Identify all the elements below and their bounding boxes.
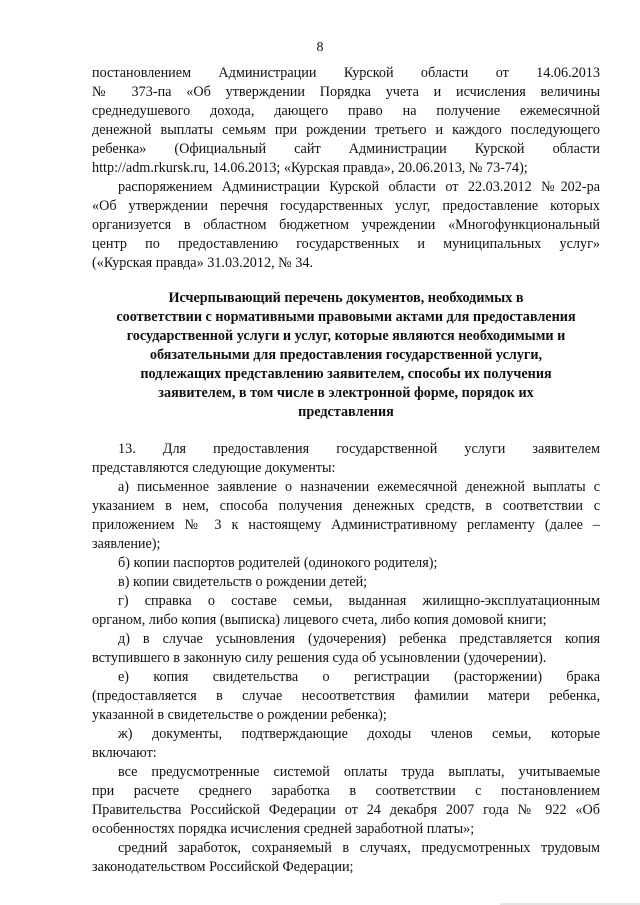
body-line: д) в случае усыновления (удочерения) ребенка представляется копия: [118, 631, 600, 647]
page-number: 8: [316, 40, 324, 55]
body-line: указанием в нем, способа получения денежных средств, в соответствии с: [92, 498, 600, 514]
section-heading-line: представления: [298, 404, 394, 420]
intro-line: распоряжением Администрации Курской области от 22.03.2012 №202-ра: [118, 179, 600, 195]
body-line: особенностях порядка исчисления средней заработной платы»;: [92, 821, 475, 837]
intro-line: среднедушевого дохода, дающего право на получение ежемесячной: [92, 103, 600, 119]
section-heading-line: подлежащих представлению заявителем, способы их получения: [140, 366, 552, 382]
body-line: законодательством Российской Федерации;: [92, 859, 354, 875]
body-line: вступившего в законную силу решения суда об усыновлении (удочерении).: [92, 650, 547, 666]
body-line: б) копии паспортов родителей (одинокого родителя);: [118, 555, 438, 571]
body-line: заявление);: [92, 536, 161, 552]
body-line: включают:: [92, 745, 157, 761]
body-line: а) письменное заявление о назначении ежемесячной денежной выплаты с: [118, 479, 600, 495]
section-heading-line: соответствии с нормативными правовыми актами для предоставления: [116, 309, 576, 325]
body-line: все предусмотренные системой оплаты труда выплаты, учитываемые: [118, 764, 600, 780]
body-line: (предоставляется в случае несоответствия фамилии матери ребенка,: [92, 688, 600, 704]
body-line: органом, либо копия (выписка) лицевого счета, либо копия домовой книги;: [92, 612, 547, 628]
section-heading-line: Исчерпывающий перечень документов, необходимых в: [168, 290, 524, 306]
intro-line: «Об утверждении перечня государственных услуг, предоставление которых: [92, 198, 600, 214]
body-line: ж) документы, подтверждающие доходы членов семьи, которые: [118, 726, 600, 742]
intro-line: постановлением Администрации Курской области от 14.06.2013: [92, 65, 600, 81]
body-line: в) копии свидетельств о рождении детей;: [118, 574, 368, 590]
intro-line: организуется в областном бюджетном учреждении «Многофункциональный: [92, 217, 600, 233]
body-line: 13. Для предоставления государственной услуги заявителем: [118, 441, 600, 457]
intro-line: («Курская правда» 31.03.2012, № 34.: [92, 255, 313, 271]
intro-line: http://adm.rkursk.ru, 14.06.2013; «Курская правда», 20.06.2013, № 73-74);: [92, 160, 528, 176]
body-line: представляются следующие документы:: [92, 460, 336, 476]
intro-line: центр по предоставлению государственных и муниципальных услуг»: [92, 236, 600, 252]
intro-line: № 373-па «Об утверждении Порядка учета и исчисления величины: [92, 84, 600, 100]
body-line: Правительства Российской Федерации от 24 декабря 2007 года № 922 «Об: [92, 802, 600, 818]
body-line: приложением № 3 к настоящему Административному регламенту (далее –: [92, 517, 600, 533]
body-line: указанной в свидетельстве о рождении ребенка);: [92, 707, 387, 723]
intro-line: денежной выплаты семьям при рождении третьего и каждого последующего: [92, 122, 600, 138]
body-line: е) копия свидетельства о регистрации (расторжении) брака: [118, 669, 600, 685]
body-line: при расчете среднего заработка в соответствии с постановлением: [92, 783, 600, 799]
section-heading-line: государственной услуги и услуг, которые являются необходимыми и: [126, 328, 566, 344]
body-line: средний заработок, сохраняемый в случаях, предусмотренных трудовым: [118, 840, 600, 856]
intro-line: ребенка» (Официальный сайт Администрации Курской области: [92, 141, 600, 157]
section-heading-line: заявителем, в том числе в электронной форме, порядок их: [158, 385, 534, 401]
section-heading-line: обязательными для предоставления государственной услуги,: [149, 347, 543, 363]
body-line: г) справка о составе семьи, выданная жилищно-эксплуатационным: [118, 593, 600, 609]
